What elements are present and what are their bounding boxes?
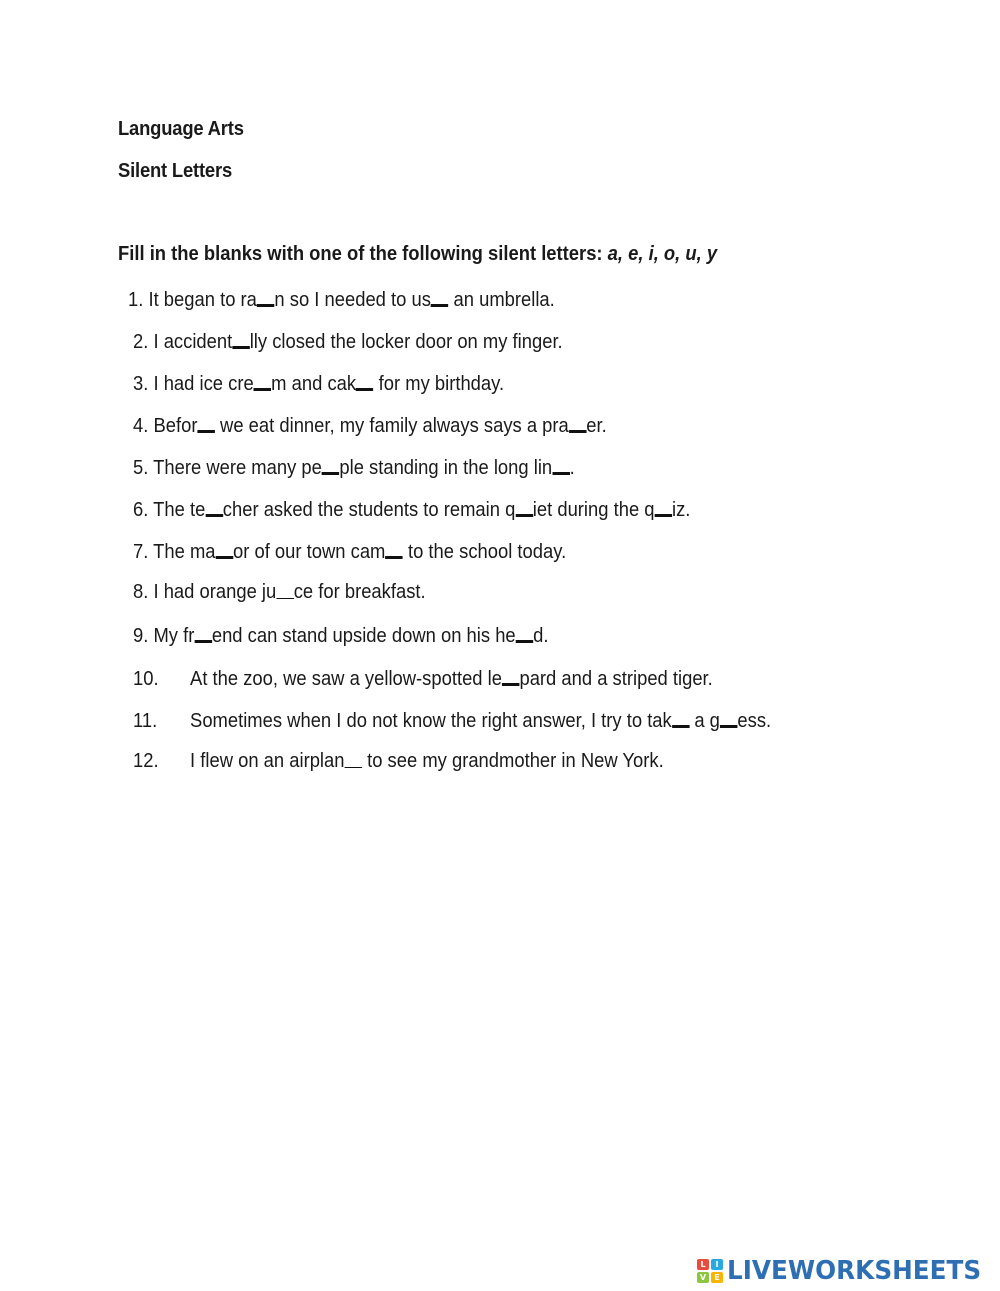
question-text: m and cak bbox=[271, 373, 357, 395]
question-text: or of our town cam bbox=[233, 541, 386, 563]
question-number: 12. bbox=[133, 750, 159, 772]
answer-blank[interactable] bbox=[569, 412, 586, 433]
question-text: I had orange ju bbox=[153, 581, 277, 603]
question-text: er. bbox=[586, 415, 607, 437]
question-9 bbox=[133, 622, 548, 648]
question-number: 11. bbox=[133, 710, 158, 732]
answer-blank[interactable] bbox=[344, 749, 361, 768]
logo-block: E bbox=[711, 1272, 723, 1283]
question-number: 7. bbox=[133, 541, 149, 563]
question-number: 9. bbox=[133, 625, 149, 647]
question-3 bbox=[133, 370, 504, 396]
question-text: we eat dinner, my family always says a pra bbox=[214, 415, 569, 437]
question-text: cher asked the students to remain q bbox=[222, 499, 516, 521]
answer-blank[interactable] bbox=[322, 454, 339, 475]
question-number: 4. bbox=[133, 415, 149, 437]
logo-block: I bbox=[711, 1259, 723, 1270]
question-text: to the school today. bbox=[402, 541, 567, 563]
question-number: 3. bbox=[133, 373, 149, 395]
logo-block: L bbox=[697, 1259, 709, 1270]
question-text: Befor bbox=[153, 415, 198, 437]
answer-blank[interactable] bbox=[197, 412, 214, 433]
question-text: ess. bbox=[737, 710, 772, 732]
answer-blank[interactable] bbox=[276, 580, 293, 599]
question-text: I flew on an airplan bbox=[190, 750, 345, 772]
logo-blocks-icon bbox=[697, 1259, 723, 1283]
question-text: I accident bbox=[153, 331, 233, 353]
question-number: 1. bbox=[128, 289, 144, 311]
question-text: end can stand upside down on his he bbox=[211, 625, 516, 647]
answer-blank[interactable] bbox=[431, 286, 448, 307]
answer-blank[interactable] bbox=[194, 622, 211, 643]
topic-heading: Silent Letters bbox=[118, 160, 232, 182]
logo-block: V bbox=[697, 1272, 709, 1283]
question-12 bbox=[133, 749, 664, 773]
question-2 bbox=[133, 328, 563, 354]
question-number: 10. bbox=[133, 668, 159, 690]
answer-blank[interactable] bbox=[232, 328, 249, 349]
question-text: ple standing in the long lin bbox=[339, 457, 553, 479]
answer-blank[interactable] bbox=[356, 370, 373, 391]
question-number: 8. bbox=[133, 581, 149, 603]
question-text: . bbox=[569, 457, 575, 479]
question-number: 2. bbox=[133, 331, 149, 353]
answer-blank[interactable] bbox=[516, 622, 533, 643]
question-text: lly closed the locker door on my finger. bbox=[249, 331, 563, 353]
question-text: It began to ra bbox=[148, 289, 257, 311]
question-text: iet during the q bbox=[532, 499, 655, 521]
question-1 bbox=[128, 286, 555, 312]
question-text: pard and a striped tiger. bbox=[519, 668, 713, 690]
answer-blank[interactable] bbox=[720, 707, 737, 728]
question-6 bbox=[133, 496, 690, 522]
question-number: 6. bbox=[133, 499, 149, 521]
answer-blank[interactable] bbox=[502, 665, 519, 686]
question-text: n so I needed to us bbox=[274, 289, 431, 311]
subject-heading: Language Arts bbox=[118, 118, 244, 140]
instructions-letters: a, e, i, o, u, y bbox=[607, 243, 718, 265]
answer-blank[interactable] bbox=[552, 454, 569, 475]
question-text: iz. bbox=[672, 499, 691, 521]
question-text: Sometimes when I do not know the right answer, I try to tak bbox=[190, 710, 672, 732]
question-text: There were many pe bbox=[153, 457, 322, 479]
question-7 bbox=[133, 538, 566, 564]
answer-blank[interactable] bbox=[216, 538, 233, 559]
question-10 bbox=[133, 665, 713, 691]
question-11 bbox=[133, 707, 771, 733]
instructions-text: Fill in the blanks with one of the following silent letters: bbox=[118, 243, 608, 265]
question-text: At the zoo, we saw a yellow-spotted le bbox=[190, 668, 502, 690]
question-text: My fr bbox=[153, 625, 195, 647]
question-text: The ma bbox=[153, 541, 216, 563]
answer-blank[interactable] bbox=[672, 707, 689, 728]
answer-blank[interactable] bbox=[254, 370, 271, 391]
question-5 bbox=[133, 454, 575, 480]
question-text: an umbrella. bbox=[448, 289, 555, 311]
answer-blank[interactable] bbox=[205, 496, 222, 517]
question-number: 5. bbox=[133, 457, 149, 479]
question-8 bbox=[133, 580, 426, 604]
question-text: for my birthday. bbox=[373, 373, 505, 395]
instructions bbox=[118, 243, 717, 266]
answer-blank[interactable] bbox=[515, 496, 532, 517]
question-text: The te bbox=[153, 499, 206, 521]
question-text: a g bbox=[689, 710, 720, 732]
question-text: d. bbox=[533, 625, 549, 647]
question-4 bbox=[133, 412, 607, 438]
logo-text: LIVEWORKSHEETS bbox=[727, 1256, 982, 1286]
question-text: ce for breakfast. bbox=[293, 581, 426, 603]
answer-blank[interactable] bbox=[257, 286, 274, 307]
question-text: to see my grandmother in New York. bbox=[361, 750, 664, 772]
question-text: I had ice cre bbox=[153, 373, 254, 395]
liveworksheets-logo bbox=[697, 1254, 995, 1288]
answer-blank[interactable] bbox=[655, 496, 672, 517]
answer-blank[interactable] bbox=[385, 538, 402, 559]
